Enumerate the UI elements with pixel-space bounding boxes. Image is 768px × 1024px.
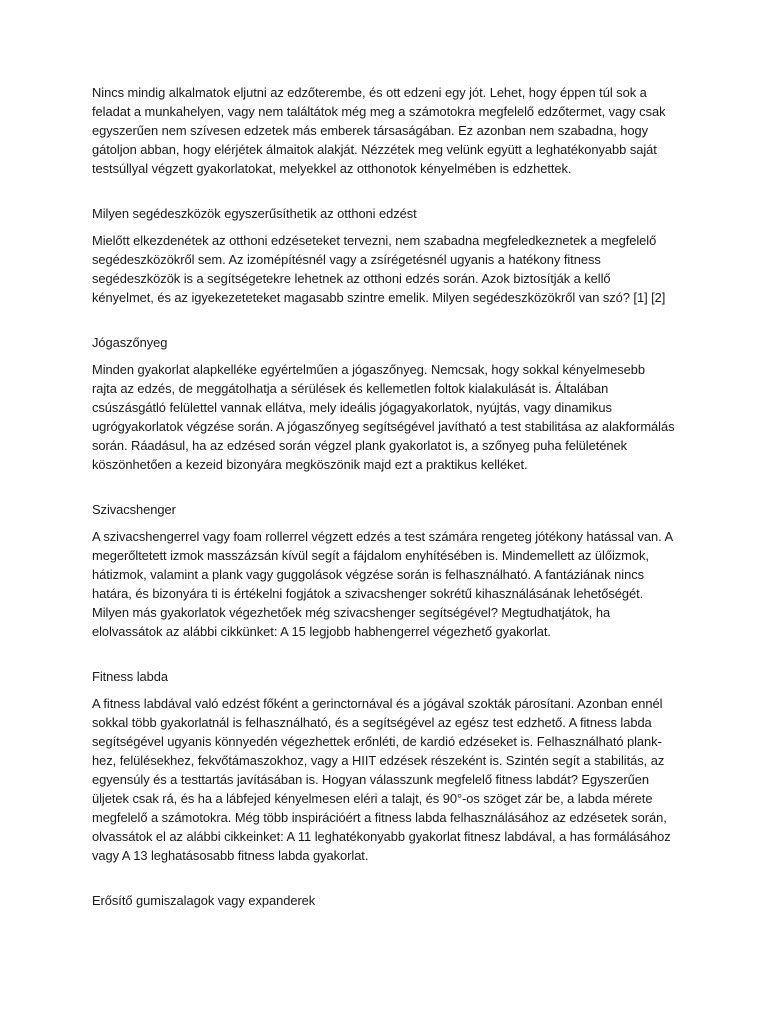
spacer bbox=[92, 519, 682, 527]
spacer bbox=[92, 865, 682, 891]
section-body-fitness-ball: A fitness labdával való edzést főként a gerinctornával és a jógával szokták párosítani. Azonban ennél sokkal több gyakorlatnál is felhasználható, és a segítségével az egész test edzhető. A fitness labda segítségével ugyanis könnyedén végezhettek erőnléti, de kardió edzéseket is. Felhasználható plank- hez, felülésekhez, fekvőtámaszokhoz, vagy a HIIT edzések részeként is. Szintén segít a stabilitás, az egyensúly és a testtartás javításában is. Hogyan válasszunk megfelelő fitness labdát? Egyszerűen üljetek csak rá, és ha a lábfejed kényelmesen eléri a talajt, és 90°-os szöget zár be, a labda mérete megfelelő a számotokra. Még több inspirációért a fitness labda felhasználásához az edzésetek során, olvassátok el az alábbi cikkeinket: A 11 leghatékonyabb gyakorlat fitnesz labdával, a has formálásához vagy A 13 leghatásosabb fitness labda gyakorlat. bbox=[92, 696, 671, 863]
section-heading-foam-roller: Szivacshenger bbox=[92, 502, 176, 517]
section-heading-accessories: Milyen segédeszközök egyszerűsíthetik az otthoni edzést bbox=[92, 206, 417, 221]
document-page bbox=[92, 83, 682, 910]
section-body-yoga-mat: Minden gyakorlat alapkelléke egyértelműen a jógaszőnyeg. Nemcsak, hogy sokkal kényelmesebb rajta az edzés, de meggátolhatja a sérülések és kellemetlen foltok kialakulását is. Általában csúszásgátló felülettel vannak ellátva, mely ideális jógagyakorlatok, nyújtás, vagy dinamikus ugrógyakorlatok végzése során. A jógaszőnyeg segítségével javítható a test stabilitása az alakformálás során. Ráadásul, ha az edzésed során végzel plank gyakorlatot is, a szőnyeg puha felületének köszönhetően a kezeid bizonyára megköszönik majd ezt a praktikus kelléket. bbox=[92, 362, 675, 472]
intro-paragraph: Nincs mindig alkalmatok eljutni az edzőterembe, és ott edzeni egy jót. Lehet, hogy éppen túl sok a feladat a munkahelyen, vagy nem találtátok még meg a számotokra megfelelő edzőtermet, vagy csak egyszerűen nem szívesen edzetek más emberek társaságában. Ez azonban nem szabadna, hogy gátoljon abban, hogy elérjétek álmaitok alakját. Nézzétek meg velünk együtt a leghatékonyabb saját testsúllyal végzett gyakorlatokat, melyekkel az otthonotok kényelmében is edzhettek. bbox=[92, 85, 666, 176]
spacer bbox=[92, 641, 682, 667]
spacer bbox=[92, 223, 682, 231]
section-heading-resistance-bands: Erősítő gumiszalagok vagy expanderek bbox=[92, 893, 316, 908]
section-body-accessories: Mielőtt elkezdenétek az otthoni edzéseteket tervezni, nem szabadna megfeledkeznetek a megfelelő segédeszközökről sem. Az izomépítésnél vagy a zsírégetésnél ugyanis a hatékony fitness segédeszközök is a segítségetekre lehetnek az otthoni edzés során. Azok biztosítják a kellő kényelmet, és az igyekezeteteket magasabb szintre emelik. Milyen segédeszközökről van szó? [1] [2] bbox=[92, 233, 666, 305]
spacer bbox=[92, 352, 682, 360]
spacer bbox=[92, 474, 682, 500]
spacer bbox=[92, 686, 682, 694]
spacer bbox=[92, 178, 682, 204]
section-heading-yoga-mat: Jógaszőnyeg bbox=[92, 335, 168, 350]
section-body-foam-roller: A szivacshengerrel vagy foam rollerrel végzett edzés a test számára rengeteg jótékony hatással van. A megerőltetett izmok masszázsán kívül segít a fájdalom enyhítésében is. Mindemellett az ülőizmok, hátizmok, valamint a plank vagy guggolások végzése során is felhasználható. A fantáziának nincs határa, és bizonyára ti is értékelni fogjátok a szivacshenger sokrétű kihasználásának lehetőségét. Milyen más gyakorlatok végezhetőek még szivacshenger segítségével? Megtudhatjátok, ha elolvassátok az alábbi cikkünket: A 15 legjobb habhengerrel végezhető gyakorlat. bbox=[92, 529, 674, 639]
section-heading-fitness-ball: Fitness labda bbox=[92, 669, 169, 684]
spacer bbox=[92, 307, 682, 333]
